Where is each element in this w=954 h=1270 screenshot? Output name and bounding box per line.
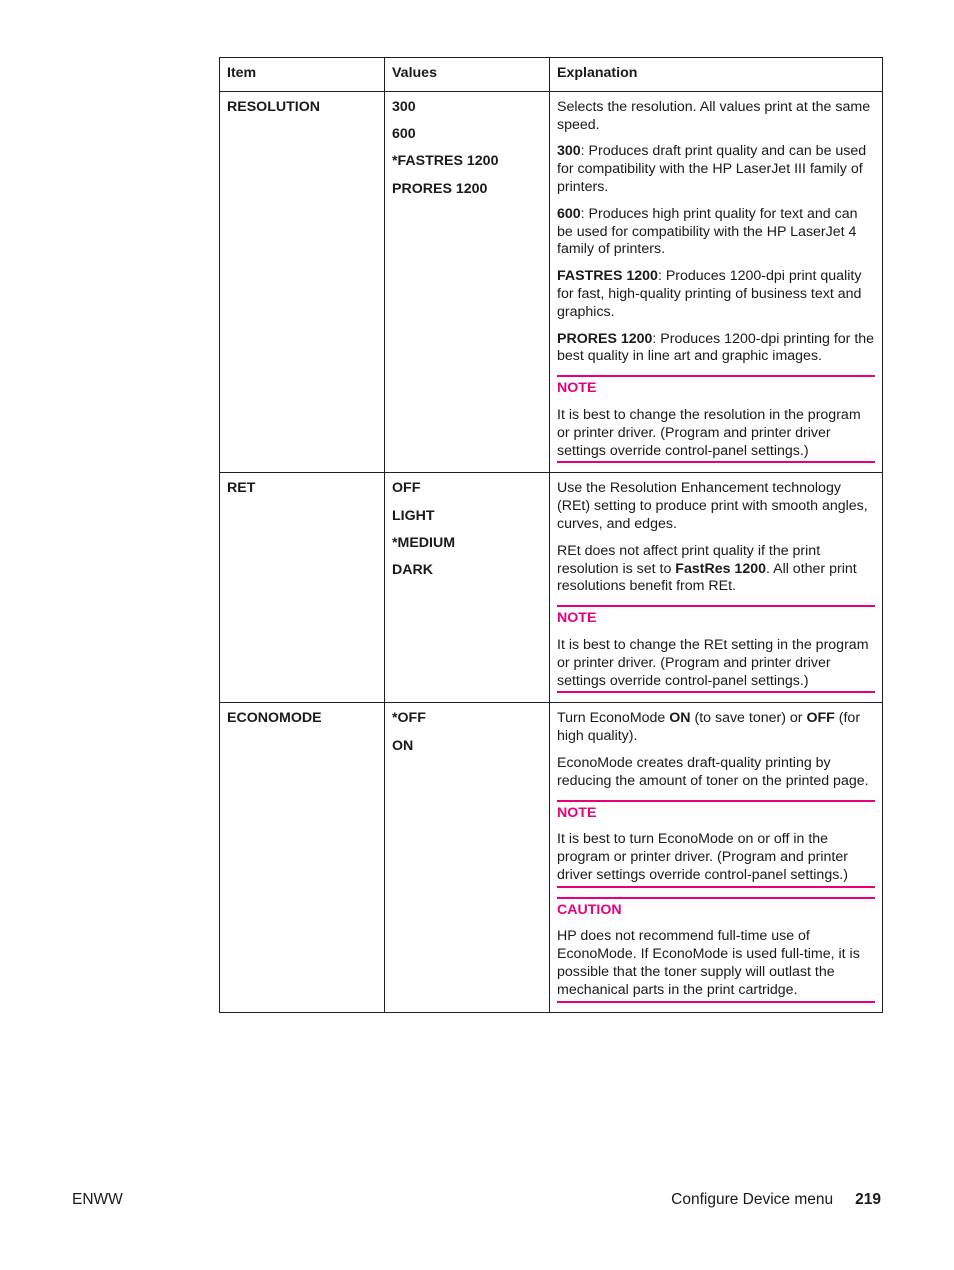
note-text: It is best to change the REt setting in the program or printer driver. (Program and printer driver settings override control-panel settings.): [557, 636, 869, 689]
text-run: Turn EconoMode: [557, 710, 670, 727]
header-values: Values: [385, 58, 550, 92]
table-row: [220, 91, 883, 473]
value-item: *MEDIUM: [392, 534, 456, 551]
term-description: : Produces draft print quality and can be used for compatibility with the HP LaserJet III family of printers.: [557, 143, 867, 195]
text-run: (for high quality).: [557, 710, 861, 745]
note-heading: NOTE: [557, 804, 597, 821]
term: ON: [669, 710, 691, 727]
explanation-paragraph: [557, 143, 875, 196]
value-item: OFF: [392, 480, 421, 497]
term-description: : Produces 1200-dpi print quality for fast, high-quality printing of business text and graphics.: [557, 268, 862, 320]
header-explanation: Explanation: [550, 58, 883, 92]
text-run: (to save toner) or: [690, 710, 807, 727]
values-cell: [385, 703, 550, 1012]
term: FastRes 1200: [675, 560, 766, 577]
values-cell: [385, 473, 550, 703]
item-ret: RET: [220, 473, 385, 703]
footer-left-label: ENWW: [72, 1191, 123, 1208]
value-item: 600: [392, 126, 416, 143]
term: OFF: [806, 710, 835, 727]
text-run: REt does not affect print quality if the print resolution is set to: [557, 542, 821, 577]
value-item: 300: [392, 98, 416, 115]
caution-heading: CAUTION: [557, 901, 622, 918]
explanation-paragraph: [557, 710, 875, 746]
explanation-paragraph: Selects the resolution. All values print at the same speed.: [557, 98, 871, 133]
section-title: Configure Device menu: [671, 1191, 834, 1208]
note-box: [557, 800, 875, 888]
note-heading: NOTE: [557, 380, 597, 397]
text-run: . All other print resolutions benefit from REt.: [557, 560, 857, 595]
caution-box: [557, 897, 875, 1003]
value-item: ON: [392, 737, 414, 754]
explanation-paragraph: Use the Resolution Enhancement technology (REt) setting to produce print with smooth angles, curves, and edges.: [557, 480, 868, 532]
item-economode: ECONOMODE: [220, 703, 385, 1012]
note-heading: NOTE: [557, 610, 597, 627]
item-resolution: RESOLUTION: [220, 91, 385, 473]
footer-right: [671, 1191, 881, 1209]
explanation-paragraph: [557, 206, 875, 259]
settings-table: [219, 57, 883, 1013]
explanation-cell: [550, 473, 883, 703]
term-description: : Produces 1200-dpi printing for the best quality in line art and graphic images.: [557, 330, 875, 365]
table-header-row: [220, 58, 883, 92]
explanation-paragraph: [557, 331, 875, 367]
term: FASTRES 1200: [557, 268, 658, 285]
value-item: *FASTRES 1200: [392, 153, 499, 170]
page-number: 219: [855, 1191, 881, 1208]
note-text: It is best to turn EconoMode on or off in the program or printer driver. (Program and printer driver settings override control-panel settings.): [557, 831, 848, 883]
explanation-cell: [550, 91, 883, 473]
term: 300: [557, 143, 581, 160]
value-item: LIGHT: [392, 507, 435, 524]
term-description: : Produces high print quality for text and can be used for compatibility with the HP LaserJet 4 family of printers.: [557, 205, 858, 258]
note-box: [557, 375, 875, 463]
value-item: DARK: [392, 562, 433, 579]
value-item: PRORES 1200: [392, 180, 488, 197]
value-item: *OFF: [392, 710, 426, 727]
values-cell: [385, 91, 550, 473]
explanation-paragraph: EconoMode creates draft-quality printing by reducing the amount of toner on the printed page.: [557, 754, 869, 789]
explanation-paragraph: [557, 543, 875, 596]
term: 600: [557, 205, 581, 222]
note-box: [557, 605, 875, 693]
table-row: [220, 473, 883, 703]
table-row: [220, 703, 883, 1012]
explanation-paragraph: [557, 268, 875, 321]
note-text: It is best to change the resolution in the program or printer driver. (Program and printer driver settings override control-panel settings.): [557, 406, 861, 459]
term: PRORES 1200: [557, 330, 653, 347]
caution-text: HP does not recommend full-time use of EconoMode. If EconoMode is used full-time, it is possible that the toner supply will outlast the mechanical parts in the print cartridge.: [557, 928, 860, 998]
explanation-cell: [550, 703, 883, 1012]
header-item: Item: [220, 58, 385, 92]
